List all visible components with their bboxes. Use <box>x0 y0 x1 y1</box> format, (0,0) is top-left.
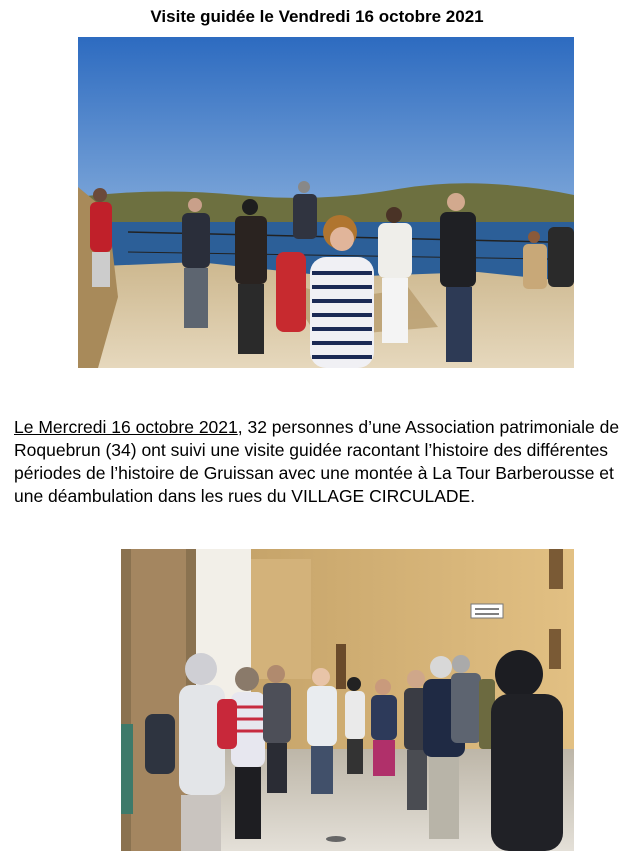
visit-description <box>14 416 630 508</box>
page-title: Visite guidée le Vendredi 16 octobre 2021 <box>150 7 484 26</box>
group-photo-tower <box>78 37 574 368</box>
visit-description-text: , 32 personnes d’une Association patrimoniale de Roquebrun (34) ont suivi une visite guidée racontant l’histoire des différentes périodes de l’histoire de Gruissan avec une montée à La Tour Barberousse et une déambulation dans les rues du VILLAGE CIRCULADE. <box>14 416 620 506</box>
visit-date-link[interactable]: Le Mercredi 16 octobre 2021 <box>14 416 238 437</box>
group-photo-village <box>121 549 574 851</box>
